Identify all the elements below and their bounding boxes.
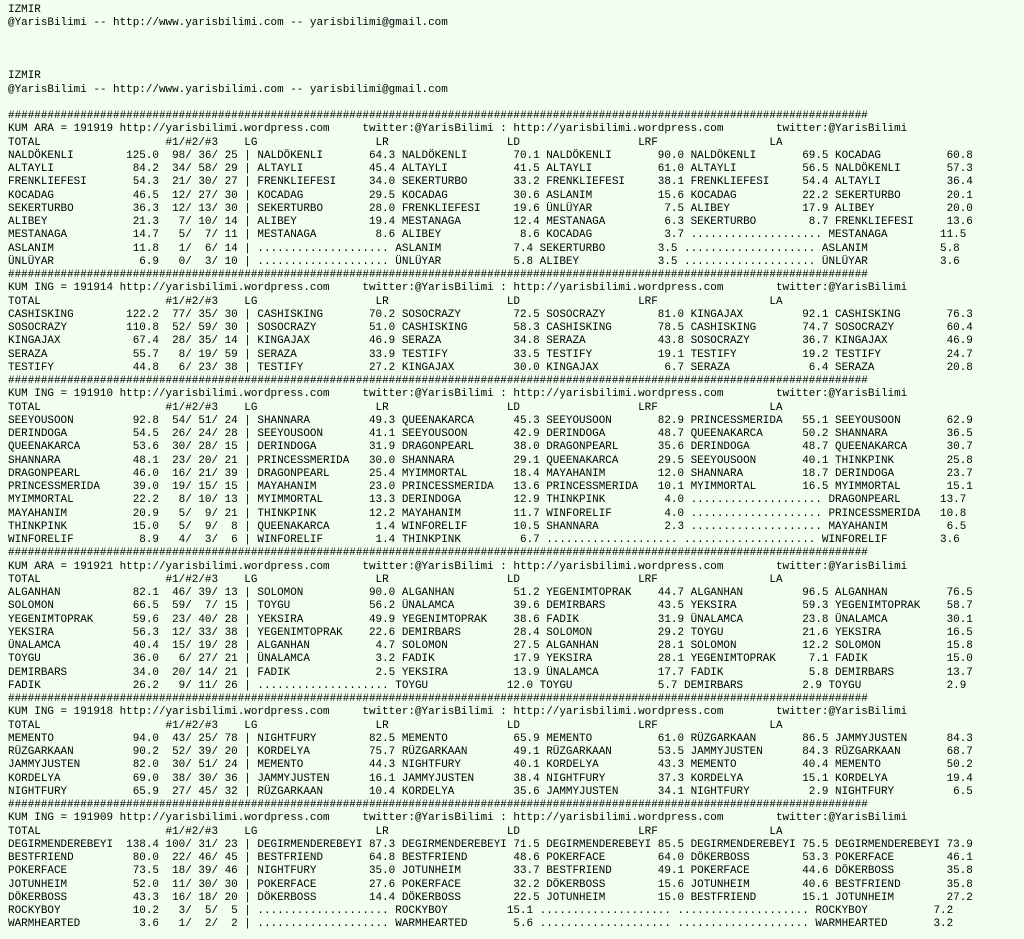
race-header-line: KUM ING = 191914 http://yarisbilimi.wordpress.com twitter:@YarisBilimi : http://yarisbilimi.wordpress.com twitter:@YarisBilimi (8, 282, 908, 295)
separator-line: ################################################################################################################################### (8, 110, 868, 122)
horse-row: ÜNLÜYAR 6.9 0/ 3/ 10 | .................... ÜNLÜYAR 5.8 ALIBEY 3.5 .................... ÜNLÜYAR 3.6 (8, 255, 960, 268)
column-header-line: TOTAL #1/#2/#3 LG LR LD LRF LA (8, 401, 783, 414)
column-header-line: TOTAL #1/#2/#3 LG LR LD LRF LA (8, 825, 783, 838)
horse-row: NALDÖKENLI 125.0 98/ 36/ 25 | NALDÖKENLI 64.3 NALDÖKENLI 70.1 NALDÖKENLI 90.0 NALDÖKENLI 69.5 KOCADAG 60.8 (8, 149, 973, 162)
horse-row: SEEYOUSOON 92.8 54/ 51/ 24 | SHANNARA 49.3 QUEENAKARCA 45.3 SEEYOUSOON 82.9 PRINCESSMERIDA 55.1 SEEYOUSOON 62.9 (8, 414, 973, 427)
horse-row: NIGHTFURY 65.9 27/ 45/ 32 | RÜZGARKAAN 10.4 KORDELYA 35.6 JAMMYJUSTEN 34.1 NIGHTFURY 2.9 NIGHTFURY 6.5 (8, 785, 973, 798)
horse-row: TESTIFY 44.8 6/ 23/ 38 | TESTIFY 27.2 KINGAJAX 30.0 KINGAJAX 6.7 SERAZA 6.4 SERAZA 20.8 (8, 361, 973, 374)
horse-row: PRINCESSMERIDA 39.0 19/ 15/ 15 | MAYAHANIM 23.0 PRINCESSMERIDA 13.6 PRINCESSMERIDA 10.1 MYIMMORTAL 16.5 MYIMMORTAL 15.1 (8, 481, 973, 493)
horse-row: MESTANAGA 14.7 5/ 7/ 11 | MESTANAGA 8.6 ALIBEY 8.6 KOCADAG 3.7 .................... MESTANAGA 11.5 (8, 229, 967, 242)
horse-row: SEKERTURBO 36.3 12/ 13/ 30 | SEKERTURBO 28.0 FRENKLIEFESI 19.6 ÜNLÜYAR 7.5 ALIBEY 17.9 ALIBEY 20.0 (8, 202, 973, 215)
separator-line: ################################################################################################################################### (8, 547, 868, 560)
contact-line: @YarisBilimi -- http://www.yarisbilimi.com -- yarisbilimi@gmail.com (8, 17, 448, 30)
horse-row: DRAGONPEARL 46.0 16/ 21/ 39 | DRAGONPEARL 25.4 MYIMMORTAL 18.4 MAYAHANIM 12.0 SHANNARA 18.7 DERINDOGA 23.7 (8, 467, 973, 480)
horse-row: FRENKLIEFESI 54.3 21/ 30/ 27 | FRENKLIEFESI 34.0 SEKERTURBO 33.2 FRENKLIEFESI 38.1 FRENKLIEFESI 54.4 ALTAYLI 36.4 (8, 176, 973, 189)
horse-row: RÜZGARKAAN 90.2 52/ 39/ 20 | KORDELYA 75.7 RÜZGARKAAN 49.1 RÜZGARKAAN 53.5 JAMMYJUSTEN 84.3 RÜZGARKAAN 68.7 (8, 746, 973, 758)
horse-row: JOTUNHEIM 52.0 11/ 30/ 30 | POKERFACE 27.6 POKERFACE 32.2 DÖKERBOSS 15.6 JOTUNHEIM 40.6 BESTFRIEND 35.8 (8, 878, 973, 891)
contact-line: @YarisBilimi -- http://www.yarisbilimi.com -- yarisbilimi@gmail.com (8, 83, 448, 96)
horse-row: KOCADAG 46.5 12/ 27/ 30 | KOCADAG 29.5 KOCADAG 30.6 ASLANIM 15.6 KOCADAG 22.2 SEKERTURBO 20.1 (8, 189, 973, 202)
horse-row: ROCKYBOY 10.2 3/ 5/ 5 | .................... ROCKYBOY 15.1 .................... .................... ROCKYBOY 7.2 (8, 905, 954, 917)
horse-row: MYIMMORTAL 22.2 8/ 10/ 13 | MYIMMORTAL 13.3 DERINDOGA 12.9 THINKPINK 4.0 .................... DRAGONPEARL 13.7 (8, 494, 967, 507)
horse-row: SOLOMON 66.5 59/ 7/ 15 | TOYGU 56.2 ÜNALAMCA 39.6 DEMIRBARS 43.5 YEKSIRA 59.3 YEGENIMTOPRAK 58.7 (8, 600, 973, 613)
horse-row: KORDELYA 69.0 38/ 30/ 36 | JAMMYJUSTEN 16.1 JAMMYJUSTEN 38.4 NIGHTFURY 37.3 KORDELYA 15.1 KORDELYA 19.4 (8, 772, 973, 785)
race-header-line: KUM ING = 191909 http://yarisbilimi.wordpress.com twitter:@YarisBilimi : http://yarisbilimi.wordpress.com twitter:@YarisBilimi (8, 812, 908, 825)
horse-row: BESTFRIEND 80.0 22/ 46/ 45 | BESTFRIEND 64.8 BESTFRIEND 48.6 POKERFACE 64.0 DÖKERBOSS 53.3 POKERFACE 46.1 (8, 852, 973, 864)
column-header-line: TOTAL #1/#2/#3 LG LR LD LRF LA (8, 136, 783, 149)
horse-row: SERAZA 55.7 8/ 19/ 59 | SERAZA 33.9 TESTIFY 33.5 TESTIFY 19.1 TESTIFY 19.2 TESTIFY 24.7 (8, 348, 973, 361)
horse-row: MEMENTO 94.0 43/ 25/ 78 | NIGHTFURY 82.5 MEMENTO 65.9 MEMENTO 61.0 RÜZGARKAAN 86.5 JAMMYJUSTEN 84.3 (8, 732, 973, 745)
horse-row: CASHISKING 122.2 77/ 35/ 30 | CASHISKING 70.2 SOSOCRAZY 72.5 SOSOCRAZY 81.0 KINGAJAX 92.1 CASHISKING 76.3 (8, 308, 973, 321)
separator-line: ################################################################################################################################### (8, 799, 868, 811)
city-title: IZMIR (8, 70, 41, 83)
horse-row: WINFORELIF 8.9 4/ 3/ 6 | WINFORELIF 1.4 THINKPINK 6.7 .................... .................... WINFORELIF 3.6 (8, 534, 960, 546)
horse-row: DÖKERBOSS 43.3 16/ 18/ 20 | DÖKERBOSS 14.4 DÖKERBOSS 22.5 JOTUNHEIM 15.0 BESTFRIEND 15.1 JOTUNHEIM 27.2 (8, 891, 973, 904)
city-title: IZMIR (8, 4, 41, 16)
horse-row: TOYGU 36.0 6/ 27/ 21 | ÜNALAMCA 3.2 FADIK 17.9 YEKSIRA 28.1 YEGENIMTOPRAK 7.1 FADIK 15.0 (8, 653, 973, 666)
horse-row: DEMIRBARS 34.0 20/ 14/ 21 | FADIK 2.5 YEKSIRA 13.9 ÜNALAMCA 17.7 FADIK 5.8 DEMIRBARS 13.7 (8, 666, 973, 679)
separator-line: ################################################################################################################################### (8, 693, 868, 705)
horse-row: SOSOCRAZY 110.8 52/ 59/ 30 | SOSOCRAZY 51.0 CASHISKING 58.3 CASHISKING 78.5 CASHISKING 74.7 SOSOCRAZY 60.4 (8, 322, 973, 334)
race-header-line: KUM ING = 191910 http://yarisbilimi.wordpress.com twitter:@YarisBilimi : http://yarisbilimi.wordpress.com twitter:@YarisBilimi (8, 388, 908, 401)
horse-row: YEKSIRA 56.3 12/ 33/ 38 | YEGENIMTOPRAK 22.6 DEMIRBARS 28.4 SOLOMON 29.2 TOYGU 21.6 YEKSIRA 16.5 (8, 626, 973, 639)
separator-line: ################################################################################################################################### (8, 269, 868, 281)
blank-line (8, 57, 1024, 70)
race-header-line: KUM ING = 191918 http://yarisbilimi.wordpress.com twitter:@YarisBilimi : http://yarisbilimi.wordpress.com twitter:@YarisBilimi (8, 706, 908, 719)
horse-row: ÜNALAMCA 40.4 15/ 19/ 28 | ALGANHAN 4.7 SOLOMON 27.5 ALGANHAN 28.1 SOLOMON 12.2 SOLOMON 15.8 (8, 640, 973, 652)
blank-line (8, 97, 1024, 110)
column-header-line: TOTAL #1/#2/#3 LG LR LD LRF LA (8, 719, 783, 732)
horse-row: JAMMYJUSTEN 82.0 30/ 51/ 24 | MEMENTO 44.3 NIGHTFURY 40.1 KORDELYA 43.3 MEMENTO 40.4 MEMENTO 50.2 (8, 759, 973, 772)
horse-row: ASLANIM 11.8 1/ 6/ 14 | .................... ASLANIM 7.4 SEKERTURBO 3.5 .................... ASLANIM 5.8 (8, 242, 960, 255)
horse-row: ALGANHAN 82.1 46/ 39/ 13 | SOLOMON 90.0 ALGANHAN 51.2 YEGENIMTOPRAK 44.7 ALGANHAN 96.5 ALGANHAN 76.5 (8, 587, 973, 599)
horse-row: DERINDOGA 54.5 26/ 24/ 28 | SEEYOUSOON 41.1 SEEYOUSOON 42.9 DERINDOGA 48.7 QUEENAKARCA 50.2 SHANNARA 36.5 (8, 428, 973, 440)
blank-line (8, 44, 1024, 57)
race-header-line: KUM ARA = 191921 http://yarisbilimi.wordpress.com twitter:@YarisBilimi : http://yarisbilimi.wordpress.com twitter:@YarisBilimi (8, 560, 908, 573)
horse-row: WARMHEARTED 3.6 1/ 2/ 2 | .................... WARMHEARTED 5.6 .................... .................... WARMHEARTED 3.2 (8, 918, 954, 931)
horse-row: ALIBEY 21.3 7/ 10/ 14 | ALIBEY 19.4 MESTANAGA 12.4 MESTANAGA 6.3 SEKERTURBO 8.7 FRENKLIEFESI 13.6 (8, 216, 973, 228)
horse-row: KINGAJAX 67.4 28/ 35/ 14 | KINGAJAX 46.9 SERAZA 34.8 SERAZA 43.8 SOSOCRAZY 36.7 KINGAJAX 46.9 (8, 335, 973, 348)
race-header-line: KUM ARA = 191919 http://yarisbilimi.wordpress.com twitter:@YarisBilimi : http://yarisbilimi.wordpress.com twitter:@YarisBilimi (8, 123, 908, 136)
separator-line: ################################################################################################################################### (8, 375, 868, 387)
horse-row: YEGENIMTOPRAK 59.6 23/ 40/ 28 | YEKSIRA 49.9 YEGENIMTOPRAK 38.6 FADIK 31.9 ÜNALAMCA 23.8 ÜNALAMCA 30.1 (8, 613, 973, 626)
column-header-line: TOTAL #1/#2/#3 LG LR LD LRF LA (8, 295, 783, 308)
horse-row: ALTAYLI 84.2 34/ 58/ 29 | ALTAYLI 45.4 ALTAYLI 41.5 ALTAYLI 61.0 ALTAYLI 56.5 NALDÖKENLI 57.3 (8, 163, 973, 175)
horse-row: SHANNARA 48.1 23/ 20/ 21 | PRINCESSMERIDA 30.0 SHANNARA 29.1 QUEENAKARCA 29.5 SEEYOUSOON 40.1 THINKPINK 25.8 (8, 454, 973, 467)
horse-row: DEGIRMENDEREBEYI 138.4 100/ 31/ 23 | DEGIRMENDEREBEYI 87.3 DEGIRMENDEREBEYI 71.5 DEGIRMENDEREBEYI 85.5 DEGIRMENDEREBEYI 75.5 DEGIRMENDEREBEYI 73.9 (8, 838, 973, 851)
horse-row: QUEENAKARCA 53.6 30/ 28/ 15 | DERINDOGA 31.9 DRAGONPEARL 38.0 DRAGONPEARL 35.6 DERINDOGA 48.7 QUEENAKARCA 30.7 (8, 441, 973, 454)
horse-row: POKERFACE 73.5 18/ 39/ 46 | NIGHTFURY 35.0 JOTUNHEIM 33.7 BESTFRIEND 49.1 POKERFACE 44.6 DÖKERBOSS 35.8 (8, 865, 973, 878)
blank-line (8, 31, 1024, 44)
horse-row: MAYAHANIM 20.9 5/ 9/ 21 | THINKPINK 12.2 MAYAHANIM 11.7 WINFORELIF 4.0 .................... PRINCESSMERIDA 10.8 (8, 507, 967, 520)
horse-row: FADIK 26.2 9/ 11/ 26 | .................... TOYGU 12.0 TOYGU 5.7 DEMIRBARS 2.9 TOYGU 2.9 (8, 679, 967, 692)
horse-row: THINKPINK 15.0 5/ 9/ 8 | QUEENAKARCA 1.4 WINFORELIF 10.5 SHANNARA 2.3 .................... MAYAHANIM 6.5 (8, 520, 967, 533)
column-header-line: TOTAL #1/#2/#3 LG LR LD LRF LA (8, 573, 783, 586)
